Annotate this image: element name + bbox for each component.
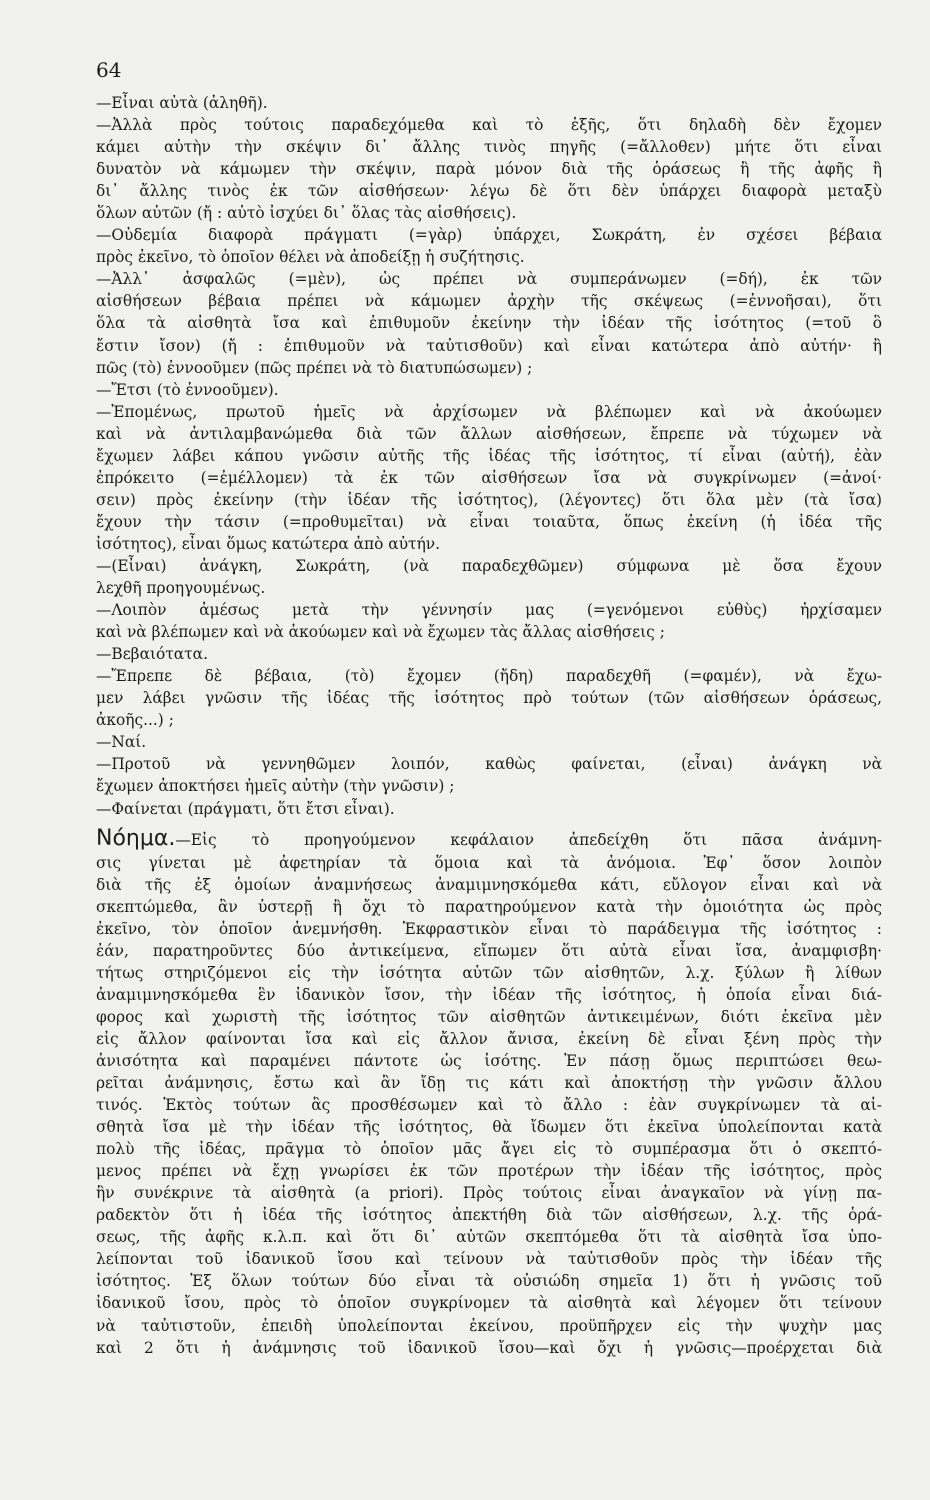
text-line: καὶ 2 ὅτι ἡ ἀνάμνησις τοῦ ἰδανικοῦ ἴσου—καὶ ὄχι ἡ γνῶσις—προέρχεται διὰ [96,1338,882,1357]
text-line: μεν λάβει γνῶσιν τῆς ἰδέας τῆς ἰσότητος πρὸ τούτων (τῶν αἰσθήσεων ὁράσεως, [96,689,882,708]
text-line: —Ἔτσι (τὸ ἐννοοῦμεν). [96,380,279,399]
text-line: σθητὰ ἴσα μὲ τὴν ἰδέαν τῆς ἰσότητος, θὰ ἴδωμεν ὅτι ἐκεῖνα ὑπολείπονται κατὰ [96,1118,882,1137]
dialogue-section [96,92,882,820]
text-line: νὰ ταὐτιστοῦν, ἐπειδὴ ὑπολείπονται ἐκείνου, προϋπῆρχεν εἰς τὴν ψυχὴν μας [96,1316,882,1335]
text-line: δι᾽ ἄλλης τινὸς ἐκ τῶν αἰσθήσεων· λέγω δὲ ὅτι δὲν ὑπάρχει διαφορὰ μεταξὺ [96,182,882,201]
text-line: ἰσότητος. Ἐξ ὅλων τούτων δύο εἶναι τὰ οὐσιώδη σημεῖα 1) ὅτι ἡ γνῶσις τοῦ [96,1272,882,1291]
text-line: καὶ νὰ ἀντιλαμβανώμεθα διὰ τῶν ἄλλων αἰσθήσεων, ἔπρεπε νὰ τύχωμεν νὰ [96,424,882,443]
text-line: ἰδανικοῦ ἴσου, πρὸς τὸ ὁποῖον συγκρίνομεν τὰ αἰσθητὰ καὶ λέγομεν ὅτι τείνουν [96,1294,882,1313]
text-line: ἐπρόκειτο (=ἐμέλλομεν) τὰ ἐκ τῶν αἰσθήσεων ἴσα νὰ συγκρίνωμεν (=ἀνοί· [96,468,882,487]
text-line: ραδεκτὸν ὅτι ἡ ἰδέα τῆς ἰσότητος ἀπεκτήθη διὰ τῶν αἰσθήσεων, λ.χ. τῆς ὁρά- [96,1206,882,1225]
text-line: ἔχωμεν λάβει κάπου γνῶσιν αὐτῆς τῆς ἰδέας τῆς ἰσότητος, τί εἶναι (αὐτή), ἐὰν [96,446,882,465]
text-line: —Εἶναι αὐτὰ (ἀληθῆ). [96,94,268,112]
text-line: ὅλων αὐτῶν (ἤ : αὐτὸ ἰσχύει δι᾽ ὅλας τὰς αἰσθήσεις). [96,204,517,223]
text-line: ἔχουν τὴν τάσιν (=προθυμεῖται) νὰ εἶναι τοιαῦτα, ὅπως ἐκείνη (ἡ ἰδέα τῆς [96,512,882,531]
text-line: —Βεβαιότατα. [96,645,208,664]
text-line: —Ναί. [96,733,147,752]
nota-first-line-text: —Εἰς τὸ προηγούμενον κεφάλαιον ἀπεδείχθη ὅτι πᾶσα ἀνάμνη- [175,830,882,849]
text-line: φορος καὶ χωριστὴ τῆς ἰσότητος τῶν αἰσθητῶν ἀντικειμένων, διότι ἐκεῖνα μὲν [96,1007,882,1026]
text-line: ἣν συνέκρινε τὰ αἰσθητὰ (a priori). Πρὸς τούτοις εἶναι ἀναγκαῖον νὰ γίνῃ πα- [96,1184,882,1203]
text-line: τινός. Ἐκτὸς τούτων ἂς προσθέσωμεν καὶ τὸ ἄλλο : ἐὰν συγκρίνωμεν τὰ αἰ- [96,1096,882,1115]
text-line: ἔστιν ἴσον) (ἤ : ἐπιθυμοῦν νὰ ταὐτισθοῦν) καὶ εἶναι κατώτερα ἀπὸ αὐτήν· ἢ [96,336,882,355]
text-line: ἔχωμεν ἀποκτήσει ἡμεῖς αὐτὴν (τὴν γνῶσιν) ; [96,777,455,796]
text-line: —Ἔπρεπε δὲ βέβαια, (τὸ) ἔχομεν (ἤδη) παραδεχθῆ (=φαμέν), νὰ ἔχω- [96,667,882,686]
text-line: πρὸς ἐκεῖνο, τὸ ὁποῖον θέλει νὰ ἀποδείξῃ ἡ συζήτησις. [96,248,525,267]
text-line: δυνατὸν νὰ κάμωμεν τὴν σκέψιν, παρὰ μόνον διὰ τῆς ὁράσεως ἢ τῆς ἀφῆς ἢ [96,160,882,179]
text-line: σειν) πρὸς ἐκείνην (τὴν ἰδέαν τῆς ἰσότητος), (λέγοντες) ὅτι ὅλα μὲν (τὰ ἴσα) [96,490,882,509]
text-line: —Οὐδεμία διαφορὰ πράγματι (=γὰρ) ὑπάρχει, Σωκράτη, ἐν σχέσει βέβαια [96,226,882,245]
text-line: —(Εἶναι) ἀνάγκη, Σωκράτη, (νὰ παραδεχθῶμεν) σύμφωνα μὲ ὅσα ἔχουν [96,556,882,575]
text-line: —Προτοῦ νὰ γεννηθῶμεν λοιπόν, καθὼς φαίνεται, (εἶναι) ἀνάγκη νὰ [96,755,882,774]
text-line: —Ἀλλ᾽ ἀσφαλῶς (=μὲν), ὡς πρέπει νὰ συμπεράνωμεν (=δή), ἐκ τῶν [96,270,882,289]
text-line: —Φαίνεται (πράγματι, ὅτι ἔτσι εἶναι). [96,799,395,818]
text-line: σεως, τῆς ἀφῆς κ.λ.π. καὶ ὅτι δι᾽ αὐτῶν σκεπτόμεθα ὅτι τὰ αἰσθητὰ ἴσα ὑπο- [96,1228,882,1247]
nota-heading: Νόημα. [96,825,176,851]
text-line: —Λοιπὸν ἀμέσως μετὰ τὴν γέννησίν μας (=γενόμενοι εὐθὺς) ἠρχίσαμεν [96,601,882,620]
text-line: ἰσότητος), εἶναι ὅμως κατώτερα ἀπὸ αὐτήν. [96,534,441,553]
text-line: ἐάν, παρατηροῦντες δύο ἀντικείμενα, εἴπωμεν ὅτι αὐτὰ εἶναι ἴσα, ἀναμφισβη· [96,941,882,960]
text-line: ἀκοῆς...) ; [96,711,174,730]
text-line: σις γίνεται μὲ ἀφετηρίαν τὰ ὅμοια καὶ τὰ ἀνόμοια. Ἐφ᾽ ὅσον λοιπὸν [96,853,882,872]
text-line: —Ἐπομένως, πρωτοῦ ἡμεῖς νὰ ἀρχίσωμεν νὰ βλέπωμεν καὶ νὰ ἀκούωμεν [96,402,882,421]
text-line: ὅλα τὰ αἰσθητὰ ἴσα καὶ ἐπιθυμοῦν ἐκείνην τὴν ἰδέαν τῆς ἰσότητος (=τοῦ ὃ [96,314,882,333]
text-line: ἀναμιμνησκόμεθα ἓν ἰδανικὸν ἴσον, τὴν ἰδέαν τῆς ἰσότητος, ἡ ὁποία εἶναι διά- [96,985,882,1004]
text-line: ἐκεῖνο, τὸν ὁποῖον ἀνεμνήσθη. Ἐκφραστικὸν εἶναι τὸ παράδειγμα τῆς ἰσότητος : [96,919,882,938]
text-line: κάμει αὐτὴν τὴν σκέψιν δι᾽ ἄλλης τινὸς πηγῆς (=ἄλλοθεν) μήτε ὅτι εἶναι [96,138,882,157]
text-line: πολὺ τῆς ἰδέας, πρᾶγμα τὸ ὁποῖον μᾶς ἄγει εἰς τὸ συμπέρασμα ὅτι ὁ σκεπτό- [96,1140,882,1159]
nota-first-line [96,826,882,852]
text-line: καὶ νὰ βλέπωμεν καὶ νὰ ἀκούωμεν καὶ νὰ ἔχωμεν τὰς ἄλλας αἰσθήσεις ; [96,623,665,642]
text-block [96,92,882,1359]
text-line: εἰς ἄλλον φαίνονται ἴσα καὶ εἰς ἄλλον ἄνισα, ἐκείνη δὲ εἶναι ξένη πρὸς τὴν [96,1029,882,1048]
page-number: 64 [96,58,122,82]
text-line: μενος πρέπει νὰ ἔχῃ γνωρίσει ἐκ τῶν προτέρων τὴν ἰδέαν τῆς ἰσότητος, πρὸς [96,1162,882,1181]
text-line: —Ἀλλὰ πρὸς τούτοις παραδεχόμεθα καὶ τὸ ἑξῆς, ὅτι δηλαδὴ δὲν ἔχομεν [96,116,882,135]
text-line: λείπονται τοῦ ἰδανικοῦ ἴσου καὶ τείνουν νὰ ταὐτισθοῦν πρὸς τὴν ἰδέαν τῆς [96,1250,882,1269]
text-line: λεχθῆ προηγουμένως. [96,579,266,598]
text-line: ἀνισότητα καὶ παραμένει πάντοτε ὡς ἰσότης. Ἐν πάσῃ ὅμως περιπτώσει θεω- [96,1051,882,1070]
text-line: πῶς (τὸ) ἐννοοῦμεν (πῶς πρέπει νὰ τὸ διατυπώσωμεν) ; [96,358,533,377]
text-line: σκεπτώμεθα, ἂν ὑστερῇ ἢ ὄχι τὸ παρατηρούμενον κατὰ τὴν ὁμοιότητα ὡς πρὸς [96,897,882,916]
text-line: αἰσθήσεων βέβαια πρέπει νὰ κάμωμεν ἀρχὴν τῆς σκέψεως (=ἐννοῆσαι), ὅτι [96,292,882,311]
text-line: τήτως στηριζόμενοι εἰς τὴν ἰσότητα αὐτῶν τῶν αἰσθητῶν, λ.χ. ξύλων ἢ λίθων [96,963,882,982]
nota-section [96,852,882,1359]
text-line: ρεῖται ἀνάμνησις, ἔστω καὶ ἂν ἴδῃ τις κάτι καὶ ἀποκτήσῃ τὴν γνῶσιν ἄλλου [96,1074,882,1093]
text-line: διὰ τῆς ἐξ ὁμοίων ἀναμνήσεως ἀναμιμνησκόμεθα κάτι, εὔλογον εἶναι καὶ νὰ [96,875,882,894]
